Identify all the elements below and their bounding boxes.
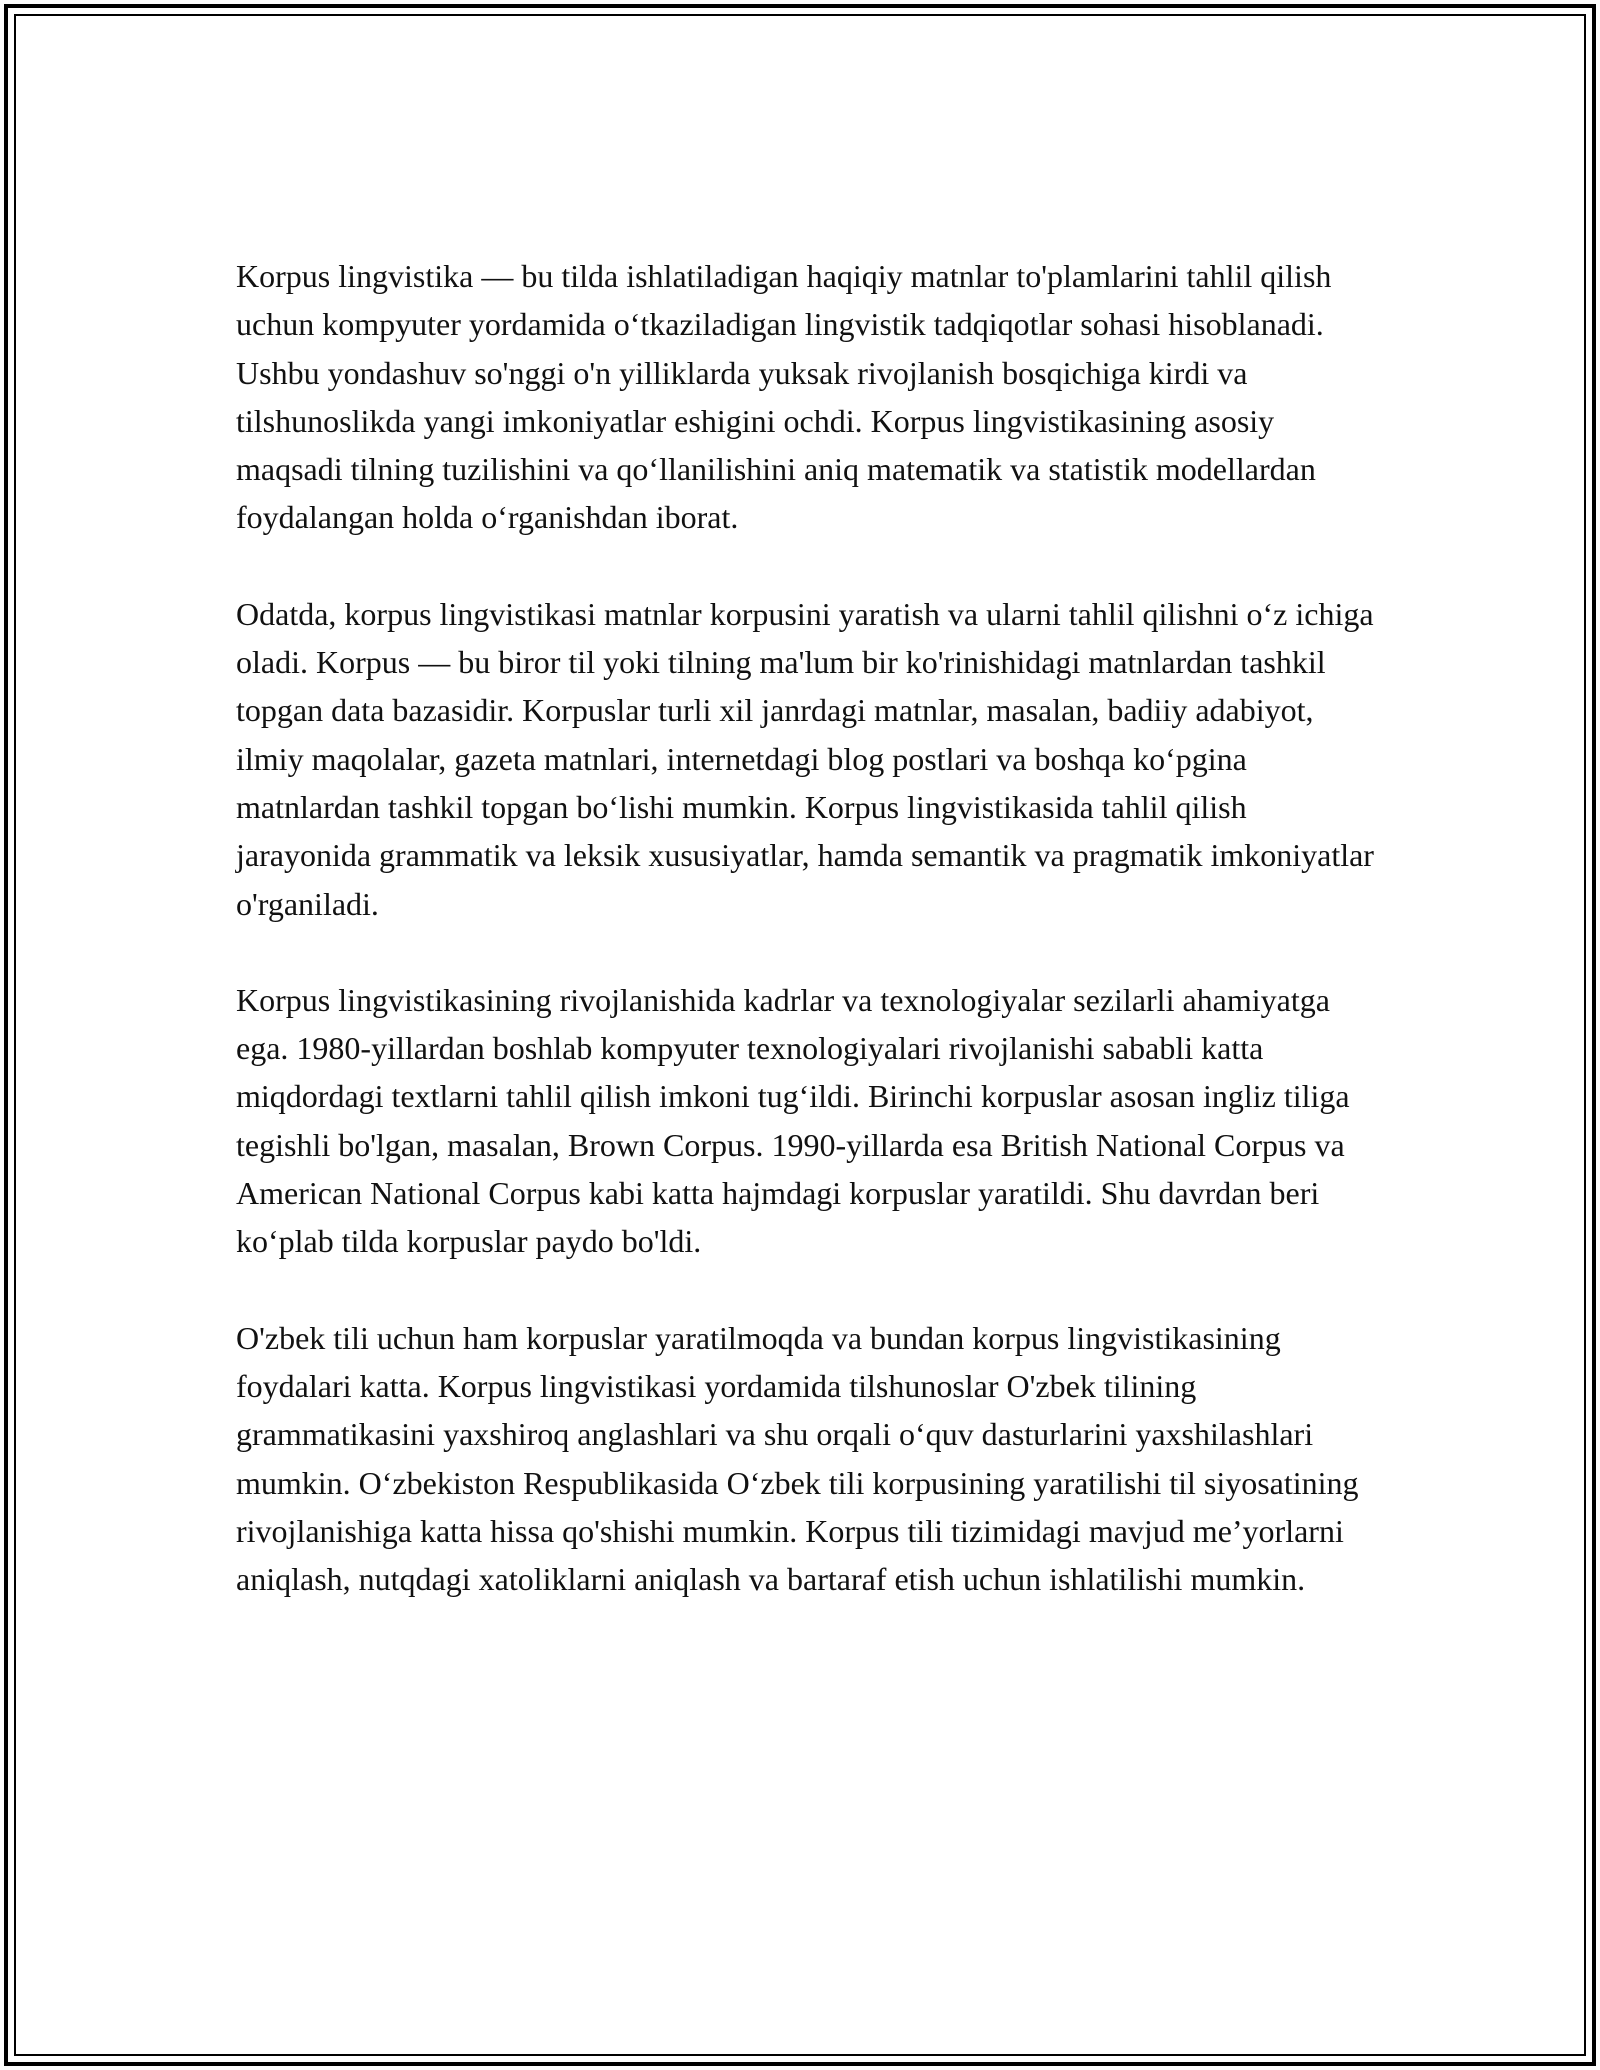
paragraph-1: Korpus lingvistika — bu tilda ishlatiladigan haqiqiy matnlar to'plamlarini tahlil qilish uchun kompyuter yordamida o‘tkaziladigan lingvistik tadqiqotlar sohasi hisoblanadi. Ushbu yondashuv so'nggi o'n yilliklarda yuksak rivojlanish bosqichiga kirdi va tilshunoslikda yangi imkoniyatlar eshigini ochdi. Korpus lingvistikasining asosiy maqsadi tilning tuzilishini va qo‘llanilishini aniq matematik va statistik modellardan foydalangan holda o‘rganishdan iborat. xyxy=(236,258,1332,536)
paragraph-3: Korpus lingvistikasining rivojlanishida kadrlar va texnologiyalar sezilarli ahamiyatga ega. 1980-yillardan boshlab kompyuter texnologiyalari rivojlanishi sababli katta miqdordagi textlarni tahlil qilish imkoni tug‘ildi. Birinchi korpuslar asosan ingliz tiliga tegishli bo'lgan, masalan, Brown Corpus. 1990-yillarda esa British National Corpus va American National Corpus kabi katta hajmdagi korpuslar yaratildi. Shu davrdan beri ko‘plab tilda korpuslar paydo bo'ldi. xyxy=(236,981,1350,1260)
paragraph-2: Odatda, korpus lingvistikasi matnlar korpusini yaratish va ularni tahlil qilishni o‘z ichiga oladi. Korpus — bu biror til yoki tilning ma'lum bir ko'rinishidagi matnlardan tashkil topgan data bazasidir. Korpuslar turli xil janrdagi matnlar, masalan, badiiy adabiyot, ilmiy maqolalar, gazeta matnlari, internetdagi blog postlari va boshqa ko‘pgina matnlardan tashkil topgan bo‘lishi mumkin. Korpus lingvistikasida tahlil qilish jarayonida grammatik va leksik xususiyatlar, hamda semantik va pragmatik imkoniyatlar o'rganiladi. xyxy=(236,595,1374,922)
document-body xyxy=(236,252,1386,1651)
paragraph-4: O'zbek tili uchun ham korpuslar yaratilmoqda va bundan korpus lingvistikasining foydalari katta. Korpus lingvistikasi yordamida tilshunoslar O'zbek tilining grammatikasini yaxshiroq anglashlari va shu orqali o‘quv dasturlarini yaxshilashlari mumkin. O‘zbekiston Respublikasida O‘zbek tili korpusining yaratilishi til siyosatining rivojlanishiga katta hissa qo'shishi mumkin. Korpus tili tizimidagi mavjud me’yorlarni aniqlash, nutqdagi xatoliklarni aniqlash va bartaraf etish uchun ishlatilishi mumkin. xyxy=(236,1319,1359,1598)
